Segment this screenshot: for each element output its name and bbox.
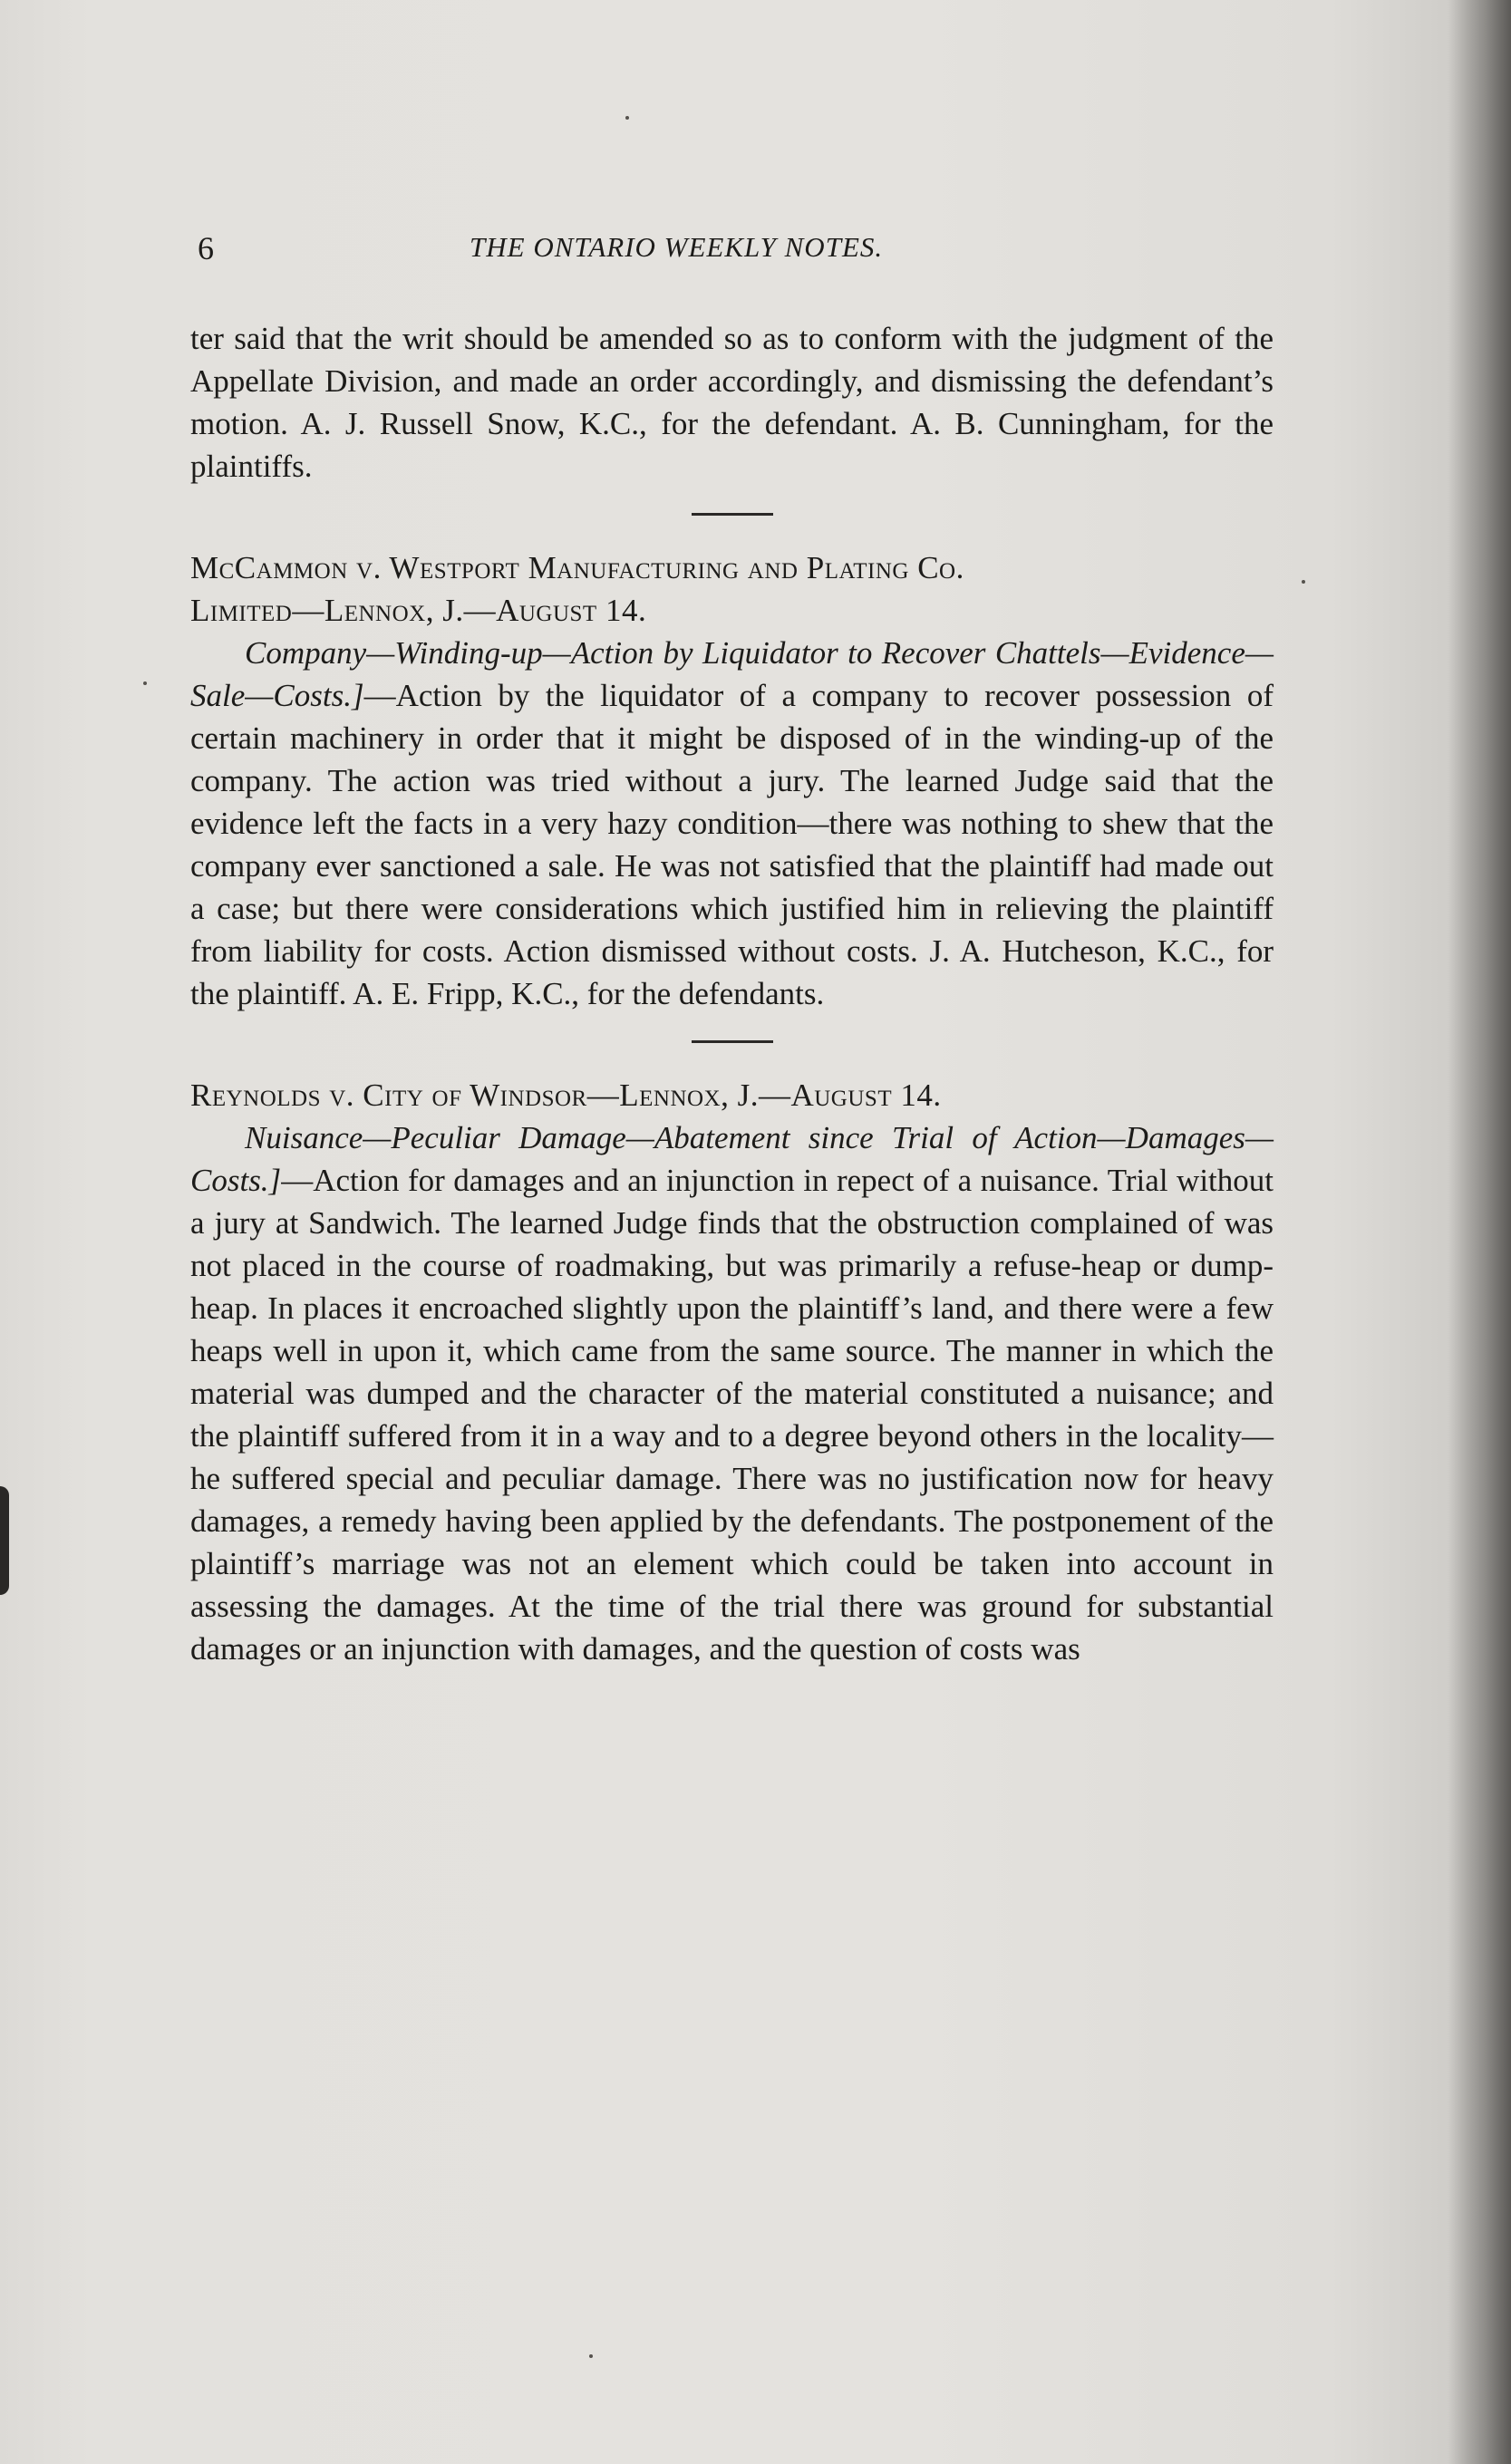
- running-title: THE ONTARIO WEEKLY NOTES.: [470, 231, 884, 263]
- case-title-reynolds: Reynolds v. City of Windsor—Lennox, J.—August 14.: [190, 1077, 942, 1113]
- continued-paragraph: ter said that the writ should be amended so as to conform with the judgment of the Appellate Division, and made an order accordingly, and dismissing the defendant’s motion. A. J. Russell Snow, K.C., for the defendant. A. B. Cunningham, for the plaintiffs.: [190, 321, 1274, 484]
- paper-speck: [589, 2354, 593, 2358]
- case-title-mccammon-line-2: Limited—Lennox, J.—August 14.: [190, 593, 647, 628]
- page-edge-mark: [0, 1486, 9, 1595]
- spine-shadow: [1448, 0, 1511, 2464]
- page-number: 6: [198, 230, 214, 266]
- paper-speck: [625, 116, 629, 120]
- paper-speck: [143, 681, 147, 685]
- case-paragraph-mccammon: [190, 632, 1274, 1015]
- page-header: [198, 229, 1276, 275]
- headnote-reynolds: Nuisance—Peculiar Damage—Abatement since Trial of Action—Damages—Costs.]: [190, 1120, 1274, 1198]
- case-title-mccammon: McCammon v. Westport Manufacturing and Plating Co.: [190, 550, 964, 585]
- paper-speck: [1302, 580, 1305, 584]
- case-paragraph-reynolds: [190, 1116, 1274, 1670]
- section-rule: [692, 1040, 773, 1043]
- text-column: [190, 317, 1274, 1670]
- section-rule: [692, 513, 773, 516]
- body-reynolds: —Action for damages and an injunction in repect of a nuisance. Trial without a jury at Sandwich. The learned Judge finds that the obstruction complained of was not placed in the course of roadmaking, but was primarily a refuse-heap or dump-heap. In places it encroached slightly upon the plaintiff’s land, and there were a few heaps well in upon it, which came from the same source. The manner in which the material was dumped and the character of the material constituted a nuisance; and the plaintiff suffered from it in a way and to a degree beyond others in the locality—he suffered special and peculiar damage. There was no justification now for heavy damages, a remedy having been applied by the defendants. The postponement of the plaintiff’s marriage was not an element which could be taken into account in assessing the damages. At the time of the trial there was ground for substantial damages or an injunction with damages, and the question of costs was: [190, 1163, 1274, 1667]
- headnote-mccammon: Company—Winding-up—Action by Liquidator to Recover Chattels—Evidence—Sale—Costs.]: [190, 635, 1274, 713]
- body-mccammon: —Action by the liquidator of a company to recover possession of certain machinery in order that it might be disposed of in the winding-up of the company. The action was tried without a jury. The learned Judge said that the evidence left the facts in a very hazy condition—there was nothing to shew that the company ever sanctioned a sale. He was not satisfied that the plaintiff had made out a case; but there were considerations which justified him in relieving the plaintiff from liability for costs. Action dismissed without costs. J. A. Hutcheson, K.C., for the plaintiff. A. E. Fripp, K.C., for the defendants.: [190, 678, 1274, 1011]
